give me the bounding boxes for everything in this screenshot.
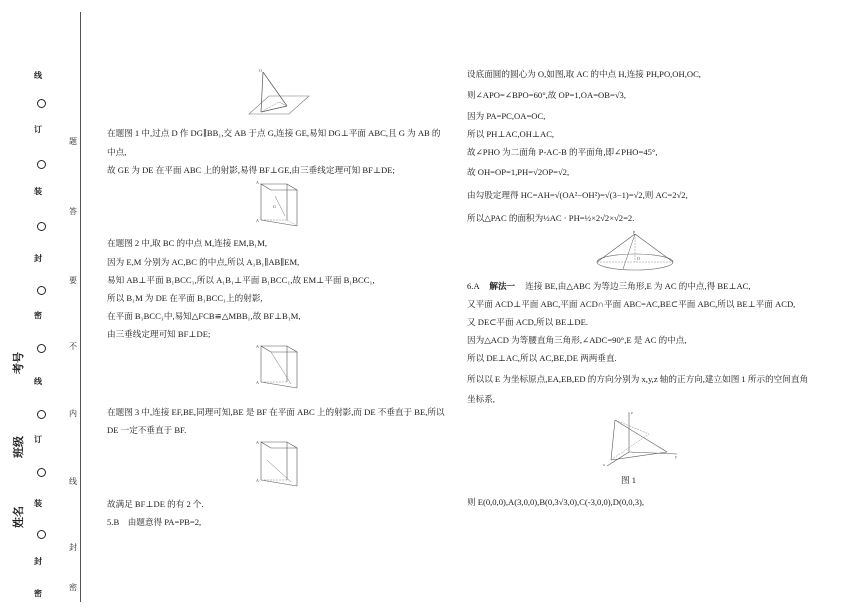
binding-middle-char: 内 (69, 409, 77, 418)
binding-middle-char: 线 (69, 477, 77, 486)
left-paragraph: 故满足 BF⊥DE 的有 2 个. (107, 499, 204, 509)
binding-edge-char: 密 (34, 311, 42, 320)
right-paragraph: 设底面圆的圆心为 O,如图,取 AC 的中点 H,连接 PH,PO,OH,OC, (467, 69, 701, 79)
left-paragraph: 中点, (107, 147, 127, 157)
left-paragraph: 在题图 1 中,过点 D 作 DG∥BB₁,交 AB 于点 G,连接 GE,易知 DG⊥平面 ABC,且 G 为 AB 的 (107, 128, 441, 138)
left-paragraph: 在平面 B₁BCC₁中,易知△FCB≌△MBB₁,故 BF⊥B₁M, (107, 311, 301, 321)
binding-middle-char: 题 (69, 137, 77, 146)
svg-text:A: A (256, 440, 259, 445)
right-paragraph: 则 E(0,0,0),A(3,0,0),B(0,3√3,0),C(-3,0,0),D(0,0,3), (467, 497, 645, 507)
binding-hole (37, 410, 46, 419)
right-paragraph: 坐标系, (467, 394, 495, 404)
figure-prism-3 (255, 340, 305, 392)
svg-text:O: O (259, 68, 262, 73)
binding-hole (37, 222, 46, 231)
right-paragraph: 故∠PHO 为二面角 P-AC-B 的平面角,即∠PHO=45°, (467, 147, 658, 157)
binding-edge-char: 封 (34, 557, 42, 566)
right-paragraph: 由勾股定理得 HC=AH=√(OA²−OH²)=√(3−1)=√2,则 AC=2√2, (467, 190, 688, 200)
binding-edge-char: 线 (34, 377, 42, 386)
binding-edge-char: 封 (34, 254, 42, 263)
svg-text:A: A (256, 180, 259, 185)
figure-pyramid-1 (247, 66, 315, 118)
right-paragraph: 因为 PA=PC,OA=OC, (467, 111, 546, 121)
binding-edge-char: 线 (34, 71, 42, 80)
binding-middle-char: 封 (69, 543, 77, 552)
field-label-exam-number: 考号 (13, 352, 25, 374)
right-paragraph: 所以以 E 为坐标原点,EA,EB,ED 的方向分别为 x,y,z 轴的正方向,建立如图 1 所示的空间直角 (467, 374, 809, 384)
svg-text:z: z (631, 410, 633, 415)
svg-text:O: O (637, 256, 640, 261)
binding-edge-char: 装 (34, 187, 42, 196)
binding-edge-char: 装 (34, 499, 42, 508)
binding-middle-char: 密 (69, 583, 77, 592)
binding-hole (37, 468, 46, 477)
binding-middle-char: 答 (69, 207, 77, 216)
field-label-class: 班级 (13, 436, 25, 458)
svg-text:A: A (256, 218, 259, 223)
figure-prism-4 (255, 436, 305, 492)
binding-margin (0, 0, 80, 608)
left-paragraph: 故 GE 为 DE 在平面 ABC 上的射影,易得 BF⊥GE,由三垂线定理可知 BF⊥DE; (107, 165, 395, 175)
svg-text:G: G (273, 204, 276, 209)
binding-hole (37, 344, 46, 353)
binding-middle-char: 不 (69, 342, 77, 351)
svg-text:y: y (675, 454, 677, 459)
answer-number: 6.A (467, 281, 480, 291)
right-paragraph: 因为△ACD 为等腰直角三角形,∠ADC=90°,E 是 AC 的中点, (467, 335, 687, 345)
left-paragraph: 所以 B₁M 为 DE 在平面 B₁BCC₁上的射影, (107, 293, 263, 303)
svg-text:A: A (256, 380, 259, 385)
figure-coordinate-system (601, 408, 681, 468)
figure-cone (593, 230, 677, 274)
right-paragraph: 故 OH=OP=1,PH=√2OP=√2, (467, 167, 570, 177)
binding-hole (37, 286, 46, 295)
method-heading: 解法一 (489, 281, 516, 291)
binding-edge-char: 密 (34, 589, 42, 598)
svg-text:P: P (633, 230, 636, 235)
svg-text:A: A (256, 478, 259, 483)
right-paragraph: 又 DE⊂平面 ACD,所以 BE⊥DE. (467, 317, 589, 327)
svg-text:A: A (256, 344, 259, 349)
binding-middle-char: 要 (69, 276, 77, 285)
binding-hole (37, 99, 46, 108)
binding-line (80, 12, 81, 602)
left-paragraph: 由三垂线定理可知 BF⊥DE; (107, 329, 211, 339)
left-paragraph: 在题图 2 中,取 BC 的中点 M,连接 EM,B₁M, (107, 238, 268, 248)
binding-edge-char: 订 (34, 435, 42, 444)
binding-hole (37, 530, 46, 539)
right-paragraph (467, 280, 751, 292)
left-paragraph: DE 一定不垂直于 BF. (107, 425, 187, 435)
binding-hole (37, 160, 46, 169)
svg-text:x: x (603, 462, 605, 467)
right-paragraph: 所以 PH⊥AC,OH⊥AC, (467, 129, 555, 139)
right-paragraph: 则∠APO=∠BPO=60°,故 OP=1,OA=OB=√3, (467, 90, 627, 100)
right-paragraph: 所以△PAC 的面积为½AC · PH=½×2√2×√2=2. (467, 213, 635, 223)
figure-caption: 图 1 (621, 475, 637, 485)
left-paragraph: 易知 AB⊥平面 B₁BCC₁,所以 A₁B₁⊥平面 B₁BCC₁,故 EM⊥平面 B₁BCC₁, (107, 275, 375, 285)
left-paragraph: 5.B 由题意得 PA=PB=2, (107, 517, 202, 527)
binding-edge-char: 订 (34, 125, 42, 134)
right-paragraph: 又平面 ACD⊥平面 ABC,平面 ACD∩平面 ABC=AC,BE⊂平面 ABC,所以 BE⊥平面 ACD, (467, 299, 796, 309)
left-paragraph: 在题图 3 中,连接 EF,BE,同理可知,BE 是 BF 在平面 ABC 上的射影,而 DE 不垂直于 BE,所以 (107, 407, 445, 417)
method-text: 连接 BE,由△ABC 为等边三角形,E 为 AC 的中点,得 BE⊥AC, (525, 281, 751, 291)
right-paragraph: 所以 DE⊥AC,所以 AC,BE,DE 两两垂直. (467, 353, 617, 363)
field-label-name: 姓名 (13, 506, 25, 528)
figure-prism-2 (255, 178, 305, 230)
left-paragraph: 因为 E,M 分别为 AC,BC 的中点,所以 A₁B₁∥AB∥EM, (107, 257, 300, 267)
